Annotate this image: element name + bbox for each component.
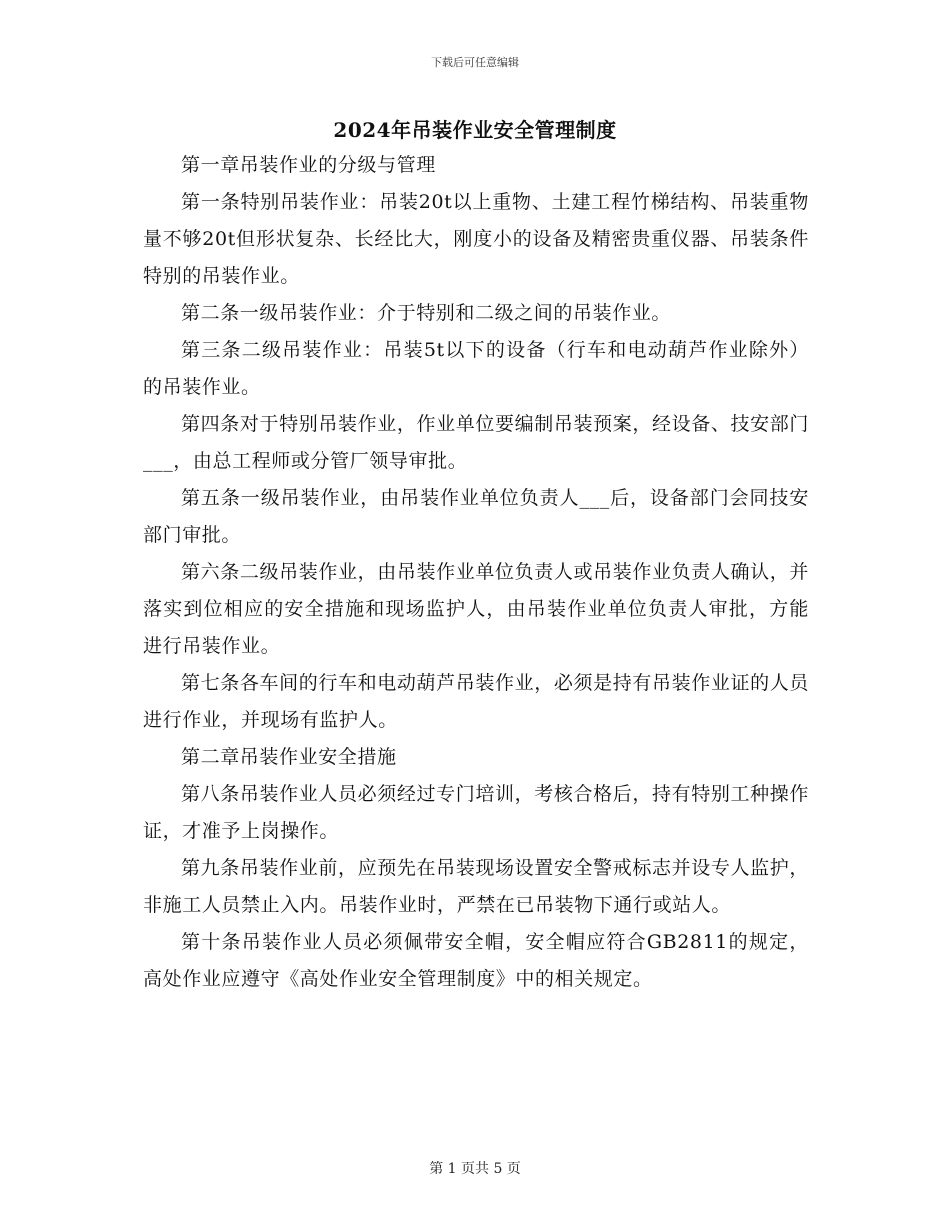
article-paragraph: 第一条特别吊装作业：吊装20t以上重物、土建工程竹梯结构、吊装重物量不够20t但形状复杂、长经比大，刚度小的设备及精密贵重仪器、吊装条件特别的吊装作业。 xyxy=(143,191,809,287)
article-paragraph: 第三条二级吊装作业：吊装5t以下的设备（行车和电动葫芦作业除外）的吊装作业。 xyxy=(143,339,809,398)
article-paragraph: 第十条吊装作业人员必须佩带安全帽，安全帽应符合GB2811的规定，高处作业应遵守《高处作业安全管理制度》中的相关规定。 xyxy=(143,931,809,990)
document-title: 2024年吊装作业安全管理制度 xyxy=(333,118,617,142)
article-paragraph: 第六条二级吊装作业，由吊装作业单位负责人或吊装作业负责人确认，并落实到位相应的安全措施和现场监护人，由吊装作业单位负责人审批，方能进行吊装作业。 xyxy=(143,561,809,657)
chapter-heading: 第二章吊装作业安全措施 xyxy=(181,746,397,768)
article-paragraph: 第二条一级吊装作业：介于特别和二级之间的吊装作业。 xyxy=(181,302,672,324)
document-body xyxy=(143,147,809,998)
article-paragraph: 第九条吊装作业前，应预先在吊装现场设置安全警戒标志并设专人监护，非施工人员禁止入内。吊装作业时，严禁在已吊装物下通行或站人。 xyxy=(143,857,809,916)
header-note: 下载后可任意编辑 xyxy=(431,56,519,69)
page-number: 第 1 页共 5 页 xyxy=(429,1161,521,1177)
article-paragraph: 第七条各车间的行车和电动葫芦吊装作业，必须是持有吊装作业证的人员进行作业，并现场有监护人。 xyxy=(143,672,809,731)
article-paragraph: 第四条对于特别吊装作业，作业单位要编制吊装预案，经设备、技安部门___，由总工程师或分管厂领导审批。 xyxy=(143,413,809,472)
chapter-heading: 第一章吊装作业的分级与管理 xyxy=(181,154,436,176)
article-paragraph: 第五条一级吊装作业，由吊装作业单位负责人___后，设备部门会同技安部门审批。 xyxy=(143,487,809,546)
article-paragraph: 第八条吊装作业人员必须经过专门培训，考核合格后，持有特别工种操作证，才准予上岗操作。 xyxy=(143,783,809,842)
